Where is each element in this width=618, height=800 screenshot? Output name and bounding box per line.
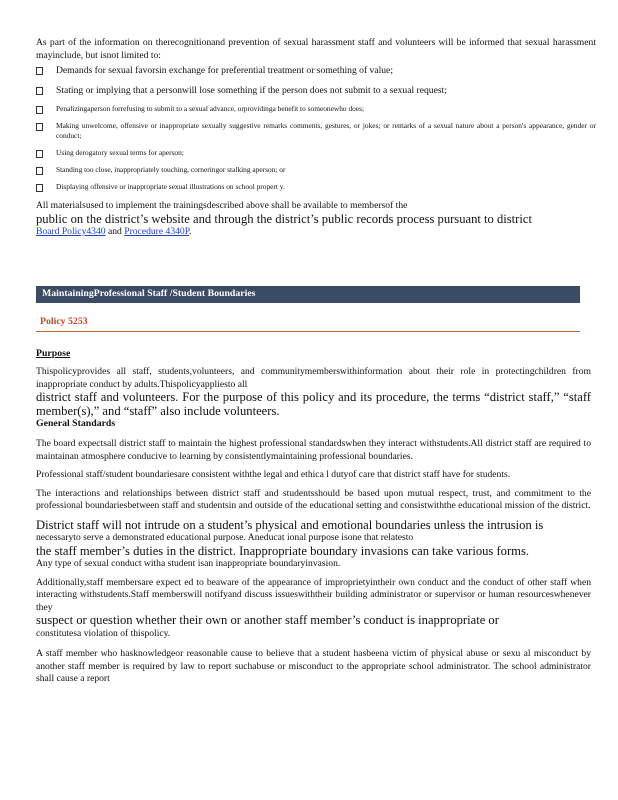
list-item-text: Standing too close, inappropriately touching, corneringor stalking aperson; or bbox=[56, 165, 286, 174]
general-paragraph-4b: necessaryto serve a demonstrated educational purpose. Aneducat ional purpose isone that relatesto bbox=[36, 532, 414, 543]
general-paragraph-6: A staff member who hasknowledgeor reasonable cause to believe that a student hasbeena victim of physical abuse or sexu al misconduct by another staff member is required by law to report suchabuse or misconduct to the appropriate school administrator. The school administrator shall cause a report bbox=[36, 648, 591, 684]
list-item bbox=[36, 182, 596, 192]
list-item-text: Displaying offensive or inappropriate sexual illustrations on school propert y. bbox=[56, 182, 285, 191]
general-paragraph-5b: suspect or question whether their own or another staff member’s conduct is inappropriate or bbox=[36, 613, 499, 627]
checkbox-bullet-icon bbox=[36, 184, 43, 192]
list-item bbox=[36, 121, 596, 141]
general-paragraph-4c: the staff member’s duties in the district. Inappropriate boundary invasions can take various forms. bbox=[36, 543, 530, 558]
board-policy-link[interactable]: Board Policy4340 bbox=[36, 226, 106, 237]
checkbox-bullet-icon bbox=[36, 67, 43, 75]
policy-body bbox=[36, 348, 591, 686]
general-paragraph-4d: Any type of sexual conduct witha student isan inappropriate boundaryinvasion. bbox=[36, 558, 341, 569]
purpose-paragraph: Thispolicyprovides all staff, students,volunteers, and communitymemberswithinformation about their role in protectingchildren from inappropriate conduct by adults.Thispolicyappliesto all bbox=[36, 366, 591, 390]
policy-divider bbox=[36, 331, 580, 332]
intro-paragraph: As part of the information on therecognitionand prevention of sexual harassment staff and volunteers will be informed that sexual harassment mayinclude, but isnot limited to: bbox=[36, 37, 596, 61]
list-item-text: Using derogatory sexual terms for aperson; bbox=[56, 148, 184, 157]
materials-links bbox=[36, 226, 596, 239]
general-paragraph-2: Professional staff/student boundariesare consistent withthe legal and ethica l dutyof care that district staff have for students. bbox=[36, 469, 511, 480]
list-item bbox=[36, 165, 596, 175]
policy-number: Policy 5253 bbox=[40, 316, 88, 327]
list-item-text: Making unwelcome, offensive or inappropriate sexually suggestive remarks comments, gestures, or jokes; or remarks of a sexual nature about a person's appearance, gender or conduct; bbox=[56, 121, 596, 140]
checkbox-bullet-icon bbox=[36, 87, 43, 95]
list-item bbox=[36, 148, 596, 158]
general-paragraph-4a: District staff will not intrude on a student’s physical and emotional boundaries unless the intrusion is bbox=[36, 517, 544, 532]
materials-end: . bbox=[188, 226, 192, 237]
purpose-heading: Purpose bbox=[36, 348, 71, 359]
list-item-text: Demands for sexual favorsin exchange for preferential treatment or something of value; bbox=[56, 65, 393, 76]
general-paragraph-1: The board expectsall district staff to maintain the highest professional standardswhen they interact withstudents.All district staff are required to maintainan atmosphere conducive to learning by consistentlymaintaining professional boundaries. bbox=[36, 438, 591, 462]
materials-and: and bbox=[107, 226, 122, 237]
section-header-title: MaintainingProfessional Staff /Student Boundaries bbox=[42, 288, 256, 299]
list-item-text: Stating or implying that a personwill lose something if the person does not submit to a sexual request; bbox=[56, 84, 447, 96]
materials-line-1: All materialsused to implement the trainingsdescribed above shall be available to membersof the bbox=[36, 200, 408, 211]
checkbox-bullet-icon bbox=[36, 123, 43, 131]
list-item bbox=[36, 104, 596, 114]
general-paragraph-5: Additionally,staff membersare expect ed to beaware of the appearance of improprietyintheir own conduct and the conduct of other staff when interacting withstudents.Staff memberswill notifyand discuss issueswiththeir building administrator or supervisor or human resourceswhenever they bbox=[36, 576, 591, 613]
list-item bbox=[36, 65, 596, 78]
harassment-section bbox=[36, 37, 596, 239]
list-item bbox=[36, 85, 596, 98]
harassment-list bbox=[36, 65, 596, 192]
materials-line-2: public on the district’s website and through the district’s public records process pursuant to district bbox=[36, 211, 532, 226]
checkbox-bullet-icon bbox=[36, 167, 43, 175]
general-paragraph-3: The interactions and relationships between district staff and studentsshould be based upon mutual respect, trust, and commitment to the professional boundariesbetween staff and studentsin and outside of the educational setting and consistwiththe educational mission of the district. bbox=[36, 487, 591, 511]
general-paragraph-5c: constitutesa violation of thispolicy. bbox=[36, 627, 171, 639]
list-item-text: Penalizingaperson forrefusing to submit to a sexual advance, orprovidinga benefit to someonewho does; bbox=[56, 104, 365, 113]
checkbox-bullet-icon bbox=[36, 106, 43, 114]
general-heading: General Standards bbox=[36, 418, 116, 429]
purpose-paragraph-continued: district staff and volunteers. For the purpose of this policy and its procedure, the terms “district staff,” “staff member(s),” and “staff” also include volunteers. bbox=[36, 390, 591, 418]
checkbox-bullet-icon bbox=[36, 150, 43, 158]
procedure-link[interactable]: Procedure 4340P bbox=[124, 226, 189, 237]
section-header-bar bbox=[36, 286, 580, 303]
